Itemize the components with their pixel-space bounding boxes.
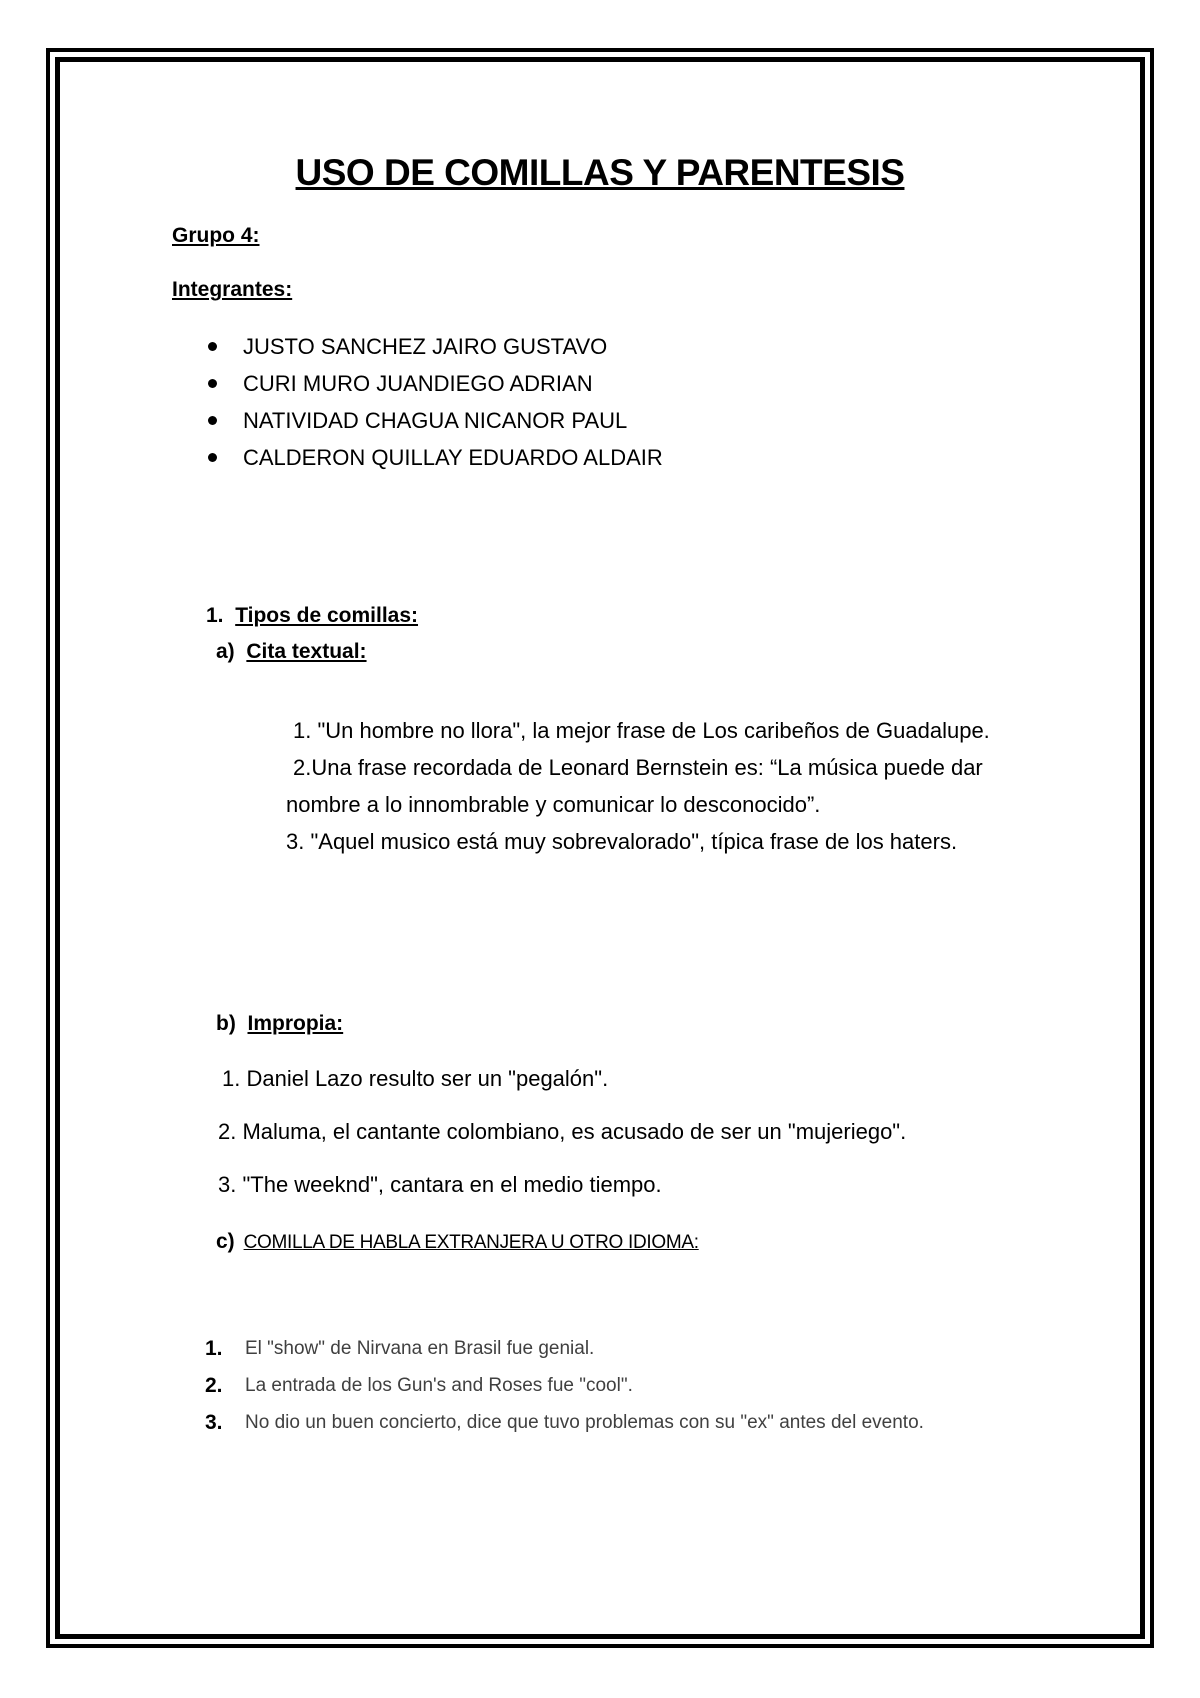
section-1-heading — [206, 604, 418, 628]
subsection-c-title: COMILLA DE HABLA EXTRANJERA U OTRO IDIOMA: — [243, 1232, 699, 1253]
page-title: USO DE COMILLAS Y PARENTESIS — [295, 152, 905, 193]
bullet-icon — [208, 379, 217, 388]
bullet-icon — [208, 342, 217, 351]
subsection-a-title: Cita textual: — [246, 640, 367, 663]
example-item: 3. "Aquel musico está muy sobrevalorado", típica frase de los haters. — [286, 829, 958, 854]
subsection-b-letter: b) — [216, 1012, 236, 1035]
foreign-quote-examples — [205, 1330, 924, 1441]
list-item — [205, 1330, 924, 1367]
item-text: La entrada de los Gun's and Roses fue "cool". — [245, 1374, 633, 1396]
list-item — [205, 1367, 924, 1404]
member-name: CALDERON QUILLAY EDUARDO ALDAIR — [243, 444, 663, 470]
section-1-number: 1. — [206, 604, 224, 627]
item-number: 3. — [205, 1410, 223, 1434]
list-item — [172, 439, 663, 476]
cita-textual-examples — [286, 712, 1046, 860]
bullet-icon — [208, 453, 217, 462]
subsection-b-title: Impropia: — [247, 1012, 344, 1035]
impropia-example: 3. "The weeknd", cantara en el medio tiempo. — [218, 1172, 662, 1197]
list-item — [172, 365, 663, 402]
section-1-title: Tipos de comillas: — [235, 604, 419, 627]
subsection-c-heading — [216, 1230, 699, 1254]
member-name: JUSTO SANCHEZ JAIRO GUSTAVO — [243, 333, 608, 359]
bullet-icon — [208, 416, 217, 425]
item-number: 1. — [205, 1336, 223, 1360]
member-name: CURI MURO JUANDIEGO ADRIAN — [243, 370, 593, 396]
list-item — [172, 402, 663, 439]
subsection-a-letter: a) — [216, 640, 235, 663]
item-number: 2. — [205, 1373, 223, 1397]
item-text: El "show" de Nirvana en Brasil fue genial. — [245, 1337, 595, 1359]
member-name: NATIVIDAD CHAGUA NICANOR PAUL — [243, 407, 628, 433]
group-label: Grupo 4: — [172, 224, 260, 247]
item-text: No dio un buen concierto, dice que tuvo problemas con su "ex" antes del evento. — [245, 1411, 924, 1433]
example-item: 2.Una frase recordada de Leonard Bernstein es: “La música puede dar nombre a lo innombrable y comunicar lo desconocido”. — [286, 755, 983, 817]
subsection-b-heading — [216, 1012, 343, 1036]
list-item — [172, 328, 663, 365]
members-label: Integrantes: — [172, 278, 293, 301]
example-item: 1. "Un hombre no llora", la mejor frase de Los caribeños de Guadalupe. — [293, 718, 990, 743]
impropia-example: 1. Daniel Lazo resulto ser un "pegalón". — [222, 1066, 609, 1091]
subsection-a-heading — [216, 640, 367, 664]
subsection-c-letter: c) — [216, 1230, 235, 1253]
members-list — [172, 328, 663, 476]
list-item — [205, 1404, 924, 1441]
impropia-example: 2. Maluma, el cantante colombiano, es acusado de ser un "mujeriego". — [218, 1119, 907, 1144]
